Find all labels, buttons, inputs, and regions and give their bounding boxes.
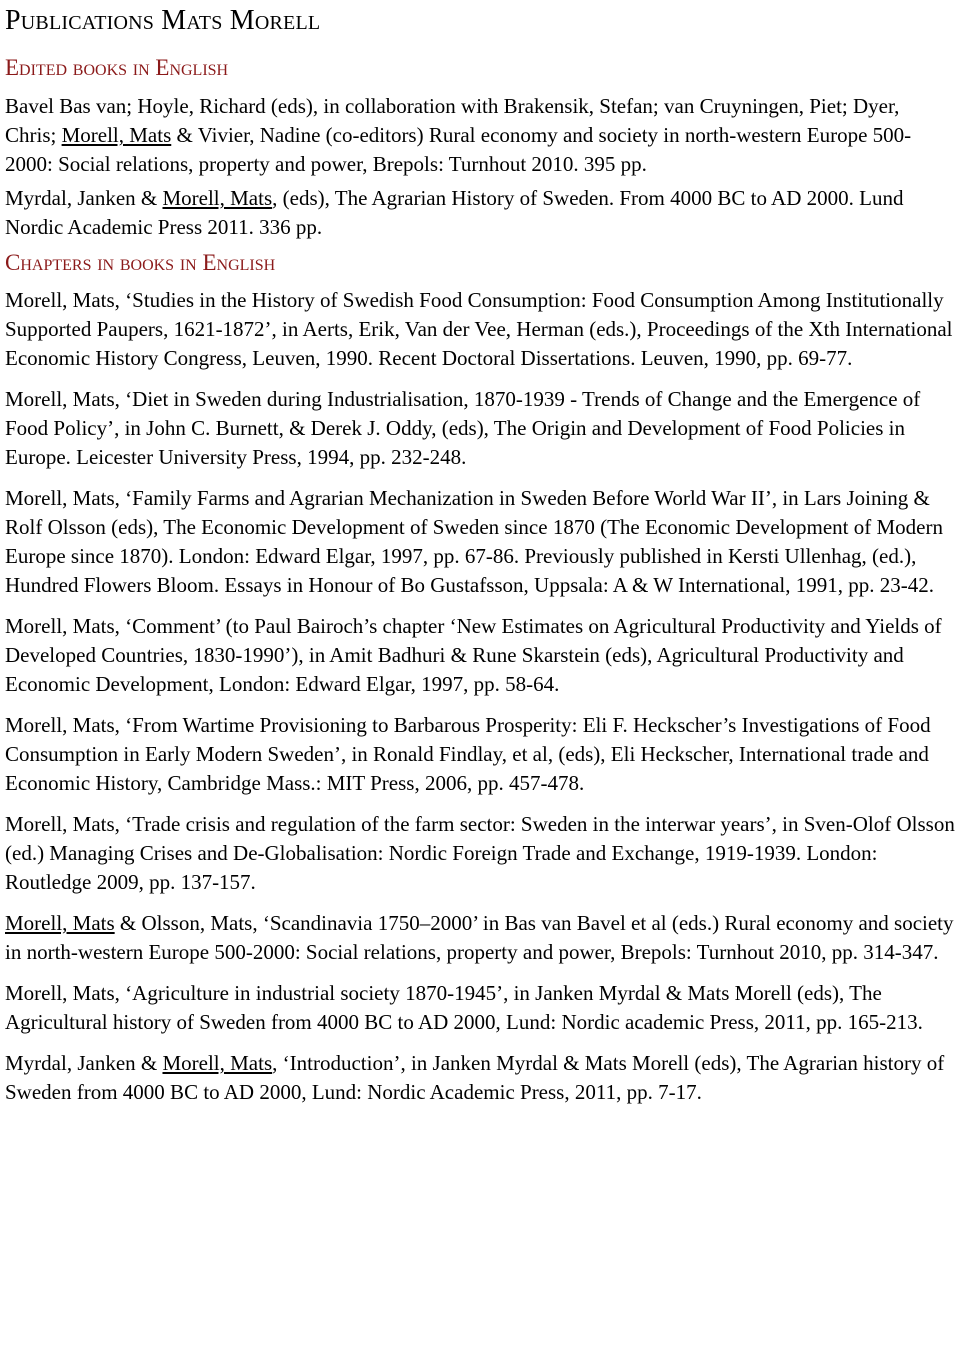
publication-entry: Myrdal, Janken & Morell, Mats, (eds), The Agrarian History of Sweden. From 4000 BC to AD 2000. Lund Nordic Academic Press 2011. 336 pp.	[5, 186, 904, 239]
author-link[interactable]: Morell, Mats	[162, 186, 273, 210]
section-heading-edited-books: Edited books in English	[5, 55, 229, 80]
author-link[interactable]: Morell, Mats	[61, 123, 172, 147]
author-link[interactable]: Morell, Mats	[5, 911, 115, 935]
section-heading-chapters: Chapters in books in English	[5, 250, 276, 275]
publication-entry: Morell, Mats & Olsson, Mats, ‘Scandinavia 1750–2000’ in Bas van Bavel et al (eds.) Rural economy and society in north-western Europe 500-2000: Social relations, property and power, Brepols: Turnhout 2010, pp. 314-347.	[5, 911, 954, 964]
publication-entry: Morell, Mats, ‘Diet in Sweden during Industrialisation, 1870-1939 - Trends of Change and the Emergence of Food Policy’, in John C. Burnett, & Derek J. Oddy, (eds), The Origin and Development of Food Policies in Europe. Leicester University Press, 1994, pp. 232-248.	[5, 387, 921, 469]
publication-entry: Morell, Mats, ‘Family Farms and Agrarian Mechanization in Sweden Before World War II’, in Lars Joining & Rolf Olsson (eds), The Economic Development of Sweden since 1870 (The Economic Development of Modern Europe since 1870). London: Edward Elgar, 1997, pp. 67-86. Previously published in Kersti Ullenhag, (ed.), Hundred Flowers Bloom. Essays in Honour of Bo Gustafsson, Uppsala: A & W International, 1991, pp. 23-42.	[5, 486, 943, 597]
publication-entry: Morell, Mats, ‘Trade crisis and regulation of the farm sector: Sweden in the interwar years’, in Sven-Olof Olsson (ed.) Managing Crises and De-Globalisation: Nordic Foreign Trade and Exchange, 1919-1939. London: Routledge 2009, pp. 137-157.	[5, 812, 955, 894]
document-title: Publications Mats Morell	[5, 5, 321, 36]
publication-entry: Bavel Bas van; Hoyle, Richard (eds), in collaboration with Brakensik, Stefan; van Cruyningen, Piet; Dyer, Chris; Morell, Mats & Vivier, Nadine (co-editors) Rural economy and society in north-western Europe 500-2000: Social relations, property and power, Brepols: Turnhout 2010. 395 pp.	[5, 94, 912, 176]
author-link[interactable]: Morell, Mats	[162, 1051, 273, 1075]
publication-entry: Morell, Mats, ‘Studies in the History of Swedish Food Consumption: Food Consumption Among Institutionally Supported Paupers, 1621-1872’, in Aerts, Erik, Van der Vee, Herman (eds.), Proceedings of the Xth International Economic History Congress, Leuven, 1990. Recent Doctoral Dissertations. Leuven, 1990, pp. 69-77.	[5, 288, 953, 370]
publication-entry: Morell, Mats, ‘Comment’ (to Paul Bairoch’s chapter ‘New Estimates on Agricultural Productivity and Yields of Developed Countries, 1830-1990’), in Amit Badhuri & Rune Skarstein (eds), Agricultural Productivity and Economic Development, London: Edward Elgar, 1997, pp. 58-64.	[5, 614, 942, 696]
publication-entry: Morell, Mats, ‘Agriculture in industrial society 1870-1945’, in Janken Myrdal & Mats Morell (eds), The Agricultural history of Sweden from 4000 BC to AD 2000, Lund: Nordic academic Press, 2011, pp. 165-213.	[5, 981, 923, 1034]
publication-entry: Morell, Mats, ‘From Wartime Provisioning to Barbarous Prosperity: Eli F. Heckscher’s Investigations of Food Consumption in Early Modern Sweden’, in Ronald Findlay, et al, (eds), Eli Heckscher, International trade and Economic History, Cambridge Mass.: MIT Press, 2006, pp. 457-478.	[5, 713, 931, 795]
publication-entry: Myrdal, Janken & Morell, Mats, ‘Introduction’, in Janken Myrdal & Mats Morell (eds), The Agrarian history of Sweden from 4000 BC to AD 2000, Lund: Nordic Academic Press, 2011, pp. 7-17.	[5, 1051, 945, 1104]
